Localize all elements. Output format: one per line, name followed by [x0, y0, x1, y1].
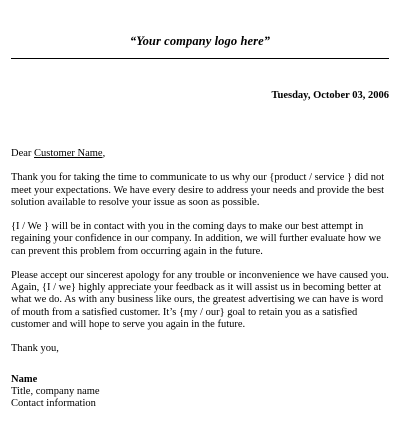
salutation-suffix: ,	[102, 148, 106, 159]
paragraph-1: Thank you for taking the time to communicate to us why our {product / service } did not meet your expectations. We have every desire to address your needs and provide the best solution available to resolve your issue as soon as possible.	[11, 172, 385, 208]
header-divider	[11, 58, 389, 59]
salutation	[11, 148, 391, 160]
letter-body	[11, 148, 391, 368]
signature-title: Title, company name	[11, 386, 100, 398]
signature-contact: Contact information	[11, 398, 96, 410]
paragraph-3: Please accept our sincerest apology for any trouble or inconvenience we have caused you. Again, {I / we} highly appreciate your feedback as it will assist us in becoming better at what we do. As with any business like ours, the greatest advertising we can have is word of mouth from a satisfied customer. It’s {my / our} goal to retain you as a satisfied customer and will hope to serve you again in the future.	[11, 269, 389, 330]
signature-name: Name	[11, 374, 38, 385]
signature-block	[11, 374, 100, 411]
company-logo-placeholder: “Your company logo here”	[129, 34, 271, 48]
letter-date: Tuesday, October 03, 2006	[271, 90, 389, 101]
paragraph-2: {I / We } will be in contact with you in the coming days to make our best attempt in regaining your confidence in our company. In addition, we will further evaluate how we can prevent this problem from occurring again in the future.	[11, 221, 381, 257]
salutation-name: Customer Name	[34, 148, 103, 159]
salutation-prefix: Dear	[11, 148, 35, 159]
closing: Thank you,	[11, 343, 59, 355]
